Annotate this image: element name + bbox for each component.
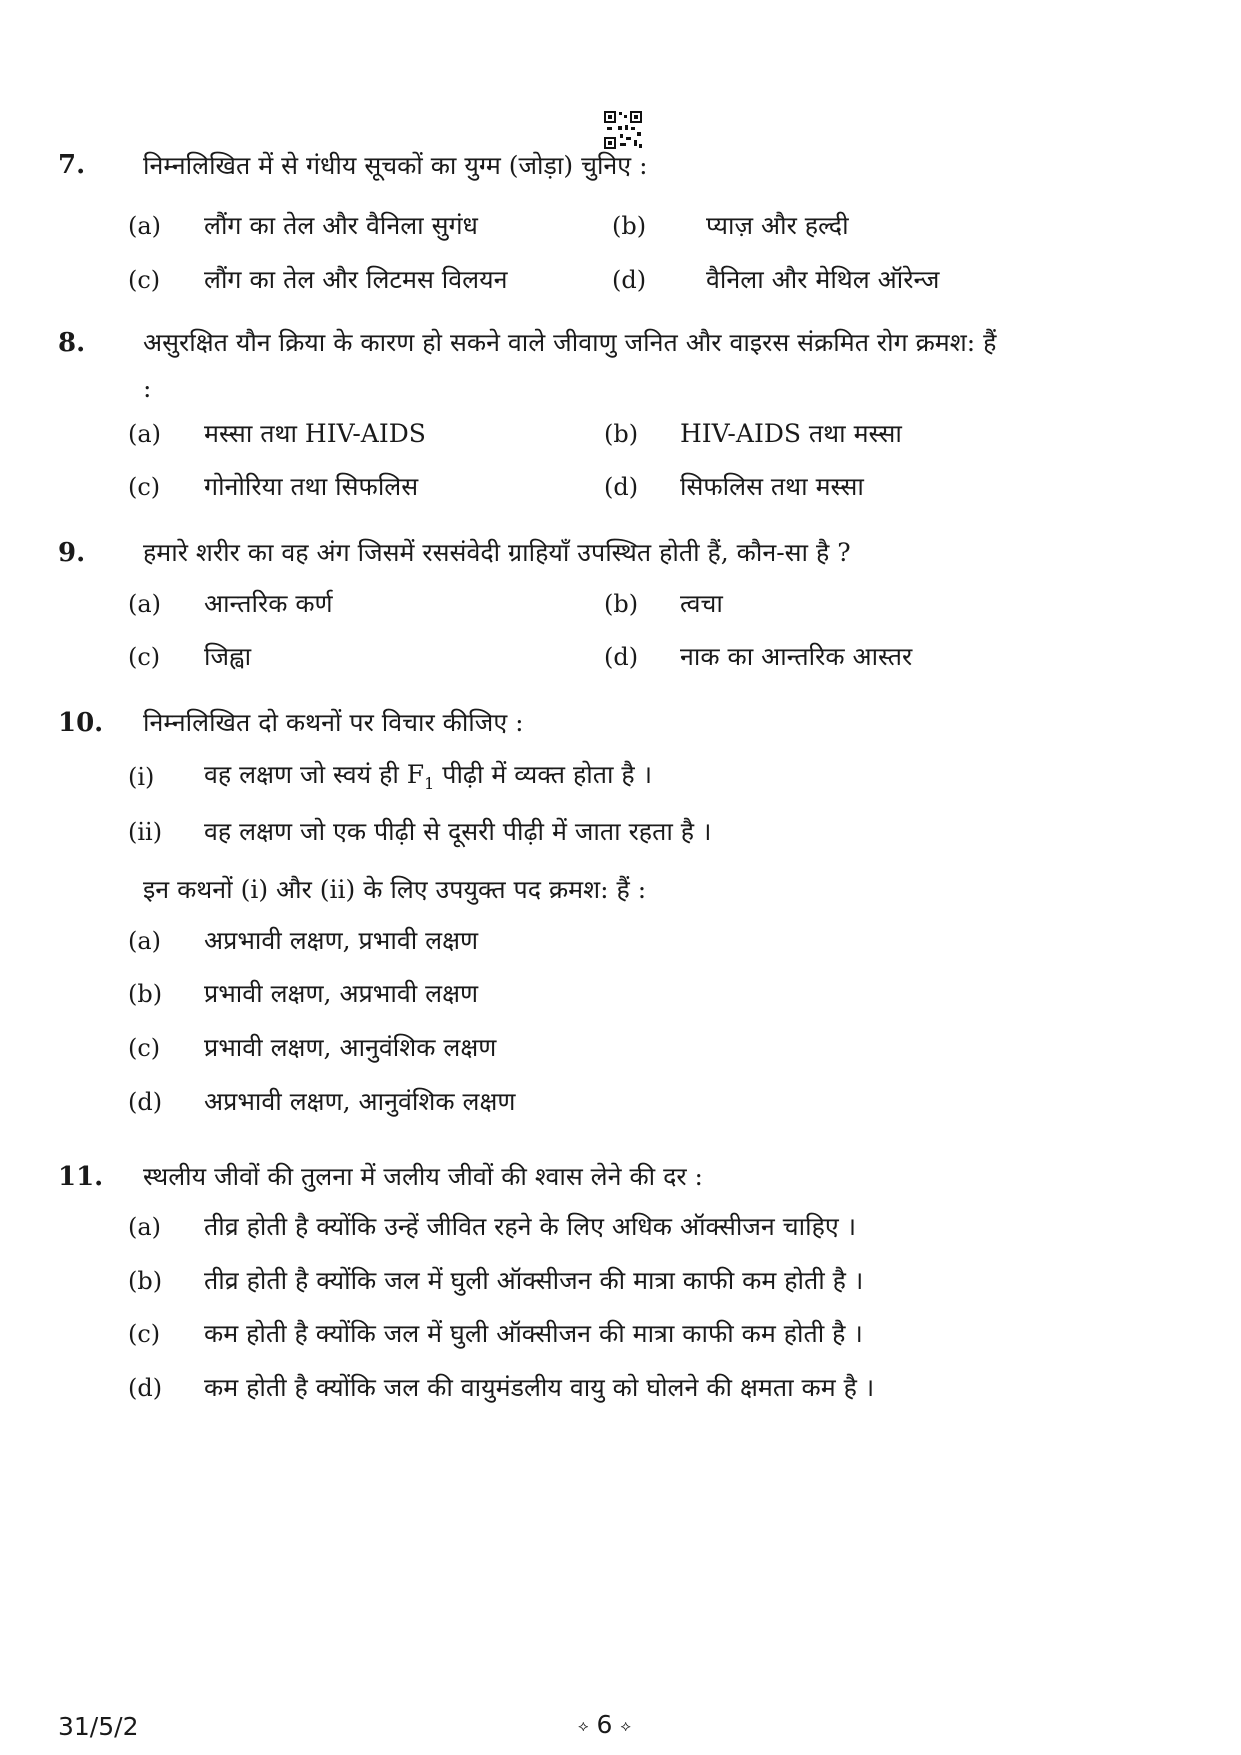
question-number: 9. (58, 538, 86, 568)
option-d: कम होती है क्योंकि जल की वायुमंडलीय वायु को घोलने की क्षमता कम है । (204, 1373, 875, 1402)
option-c: प्रभावी लक्षण, आनुवंशिक लक्षण (204, 1033, 497, 1062)
option-b: HIV-AIDS तथा मस्सा (680, 419, 902, 448)
option-a: अप्रभावी लक्षण, प्रभावी लक्षण (204, 926, 479, 955)
option-a-label: (a) (128, 1213, 162, 1241)
question-stem: निम्नलिखित में से गंधीय सूचकों का युग्म (जोड़ा) चुनिए : (143, 151, 648, 180)
option-a-label: (a) (128, 927, 162, 955)
question-number: 7. (58, 150, 86, 180)
option-d-label: (d) (604, 473, 639, 501)
option-d: नाक का आन्तरिक आस्तर (680, 642, 913, 671)
page-number (578, 1710, 631, 1739)
option-a: लौंग का तेल और वैनिला सुगंध (204, 211, 478, 240)
option-c: कम होती है क्योंकि जल में घुली ऑक्सीजन की मात्रा काफी कम होती है । (204, 1319, 863, 1348)
option-d-label: (d) (604, 643, 639, 671)
statement-i (204, 757, 652, 793)
question-stem: हमारे शरीर का वह अंग जिसमें रससंवेदी ग्राहियाँ उपस्थित होती हैं, कौन-सा है ? (143, 538, 851, 567)
option-a-label: (a) (128, 590, 162, 618)
option-b-label: (b) (128, 980, 163, 1008)
ornament-right-icon: ⟡ (620, 1716, 631, 1735)
statement-i-text-end: पीढ़ी में व्यक्त होता है । (434, 760, 653, 789)
option-b-label: (b) (128, 1267, 163, 1295)
option-a-label: (a) (128, 420, 162, 448)
statement-ii: वह लक्षण जो एक पीढ़ी से दूसरी पीढ़ी में जाता रहता है । (204, 817, 712, 846)
option-c-label: (c) (128, 473, 161, 501)
question-stem: स्थलीय जीवों की तुलना में जलीय जीवों की श्वास लेने की दर : (143, 1162, 703, 1191)
question-prompt: इन कथनों (i) और (ii) के लिए उपयुक्त पद क्रमश: हैं : (143, 875, 647, 904)
option-b-label: (b) (604, 590, 639, 618)
paper-code: 31/5/2 (58, 1712, 139, 1741)
option-c-label: (c) (128, 1320, 161, 1348)
question-number: 11. (58, 1162, 104, 1192)
option-b-label: (b) (604, 420, 639, 448)
option-c: गोनोरिया तथा सिफलिस (204, 472, 419, 501)
statement-i-text: वह लक्षण जो स्वयं ही F (204, 760, 425, 789)
question-stem: निम्नलिखित दो कथनों पर विचार कीजिए : (143, 708, 524, 737)
question-number: 8. (58, 328, 86, 358)
question-number: 10. (58, 708, 104, 738)
option-b: प्याज़ और हल्दी (706, 211, 849, 240)
option-d-label: (d) (612, 266, 647, 294)
question-stem: असुरक्षित यौन क्रिया के कारण हो सकने वाले जीवाणु जनित और वाइरस संक्रमित रोग क्रमश: हैं : (143, 328, 997, 403)
option-a: मस्सा तथा HIV-AIDS (204, 419, 426, 448)
option-c-label: (c) (128, 643, 161, 671)
option-a: तीव्र होती है क्योंकि उन्हें जीवित रहने के लिए अधिक ऑक्सीजन चाहिए । (204, 1212, 857, 1241)
option-d-label: (d) (128, 1374, 163, 1402)
option-c: जिह्वा (204, 642, 252, 671)
subscript: 1 (424, 774, 435, 793)
option-d: अप्रभावी लक्षण, आनुवंशिक लक्षण (204, 1087, 516, 1116)
option-b: त्वचा (680, 589, 723, 618)
option-d: वैनिला और मेथिल ऑरेन्ज (706, 265, 940, 294)
option-a: आन्तरिक कर्ण (204, 589, 333, 618)
ornament-left-icon: ⟡ (578, 1716, 589, 1735)
option-c: लौंग का तेल और लिटमस विलयन (204, 265, 508, 294)
statement-ii-label: (ii) (128, 818, 163, 846)
option-b: प्रभावी लक्षण, अप्रभावी लक्षण (204, 979, 479, 1008)
page-number-value: 6 (596, 1710, 613, 1739)
option-b-label: (b) (612, 212, 647, 240)
option-c-label: (c) (128, 266, 161, 294)
statement-i-label: (i) (128, 763, 155, 791)
option-d-label: (d) (128, 1088, 163, 1116)
option-c-label: (c) (128, 1034, 161, 1062)
option-b: तीव्र होती है क्योंकि जल में घुली ऑक्सीजन की मात्रा काफी कम होती है । (204, 1266, 864, 1295)
option-d: सिफलिस तथा मस्सा (680, 472, 864, 501)
option-a-label: (a) (128, 212, 162, 240)
